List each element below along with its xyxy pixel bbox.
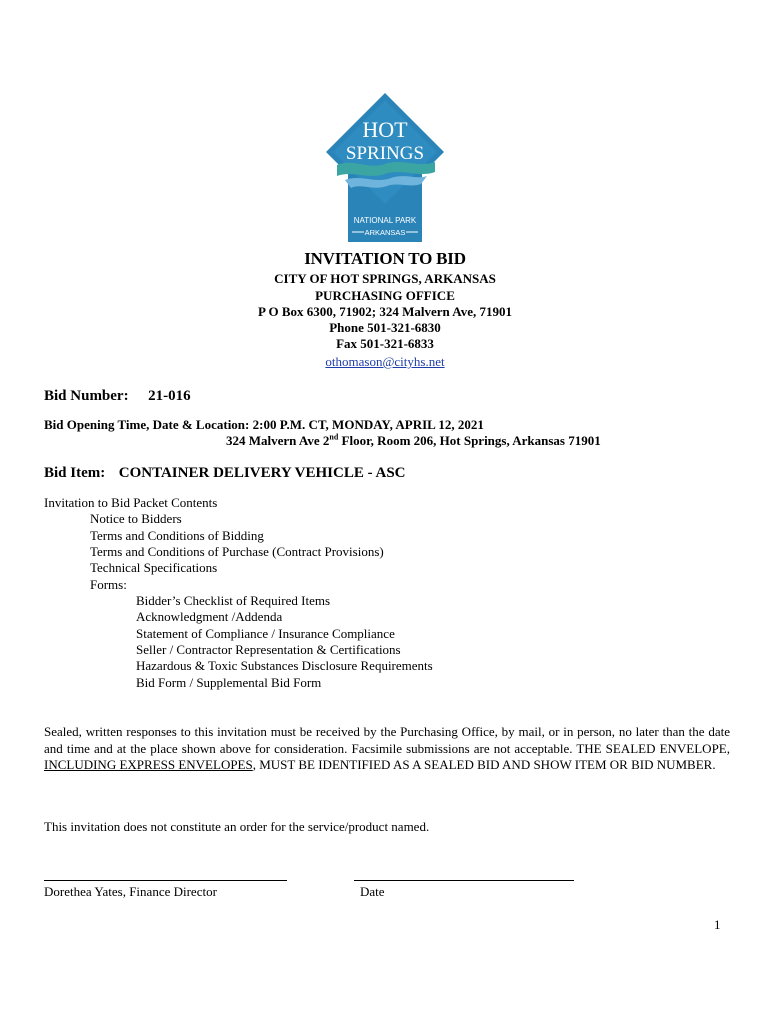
office-name: PURCHASING OFFICE <box>315 288 455 303</box>
packet-item: Technical Specifications <box>90 560 218 575</box>
signature-line <box>44 880 287 881</box>
form-item: Seller / Contractor Representation & Certifications <box>136 642 401 657</box>
bid-number-label: Bid Number: <box>44 388 129 404</box>
packet-item: Terms and Conditions of Purchase (Contract Provisions) <box>90 544 384 559</box>
packet-heading: Invitation to Bid Packet Contents <box>44 495 218 510</box>
logo-text-national-park: NATIONAL PARK <box>353 216 417 225</box>
logo-text-arkansas: ARKANSAS <box>364 228 406 237</box>
disclaimer-text: This invitation does not constitute an order for the service/product named. <box>44 819 430 834</box>
city-name: CITY OF HOT SPRINGS, ARKANSAS <box>274 271 496 286</box>
bid-number-value: 21-016 <box>148 388 191 404</box>
signatory-label: Dorethea Yates, Finance Director <box>44 884 217 899</box>
form-item: Statement of Compliance / Insurance Compliance <box>136 626 395 641</box>
packet-item-forms: Forms: <box>90 577 127 592</box>
form-item: Hazardous & Toxic Substances Disclosure Requirements <box>136 658 433 673</box>
document-title: INVITATION TO BID <box>304 249 466 268</box>
form-item: Acknowledgment /Addenda <box>136 609 283 624</box>
date-label: Date <box>360 884 385 899</box>
bid-item-label: Bid Item: <box>44 465 106 481</box>
packet-item: Notice to Bidders <box>90 511 182 526</box>
mailing-address: P O Box 6300, 71902; 324 Malvern Ave, 71901 <box>258 304 512 319</box>
sealed-response-paragraph: Sealed, written responses to this invitation must be received by the Purchasing Office, by mail, or in person, no later than the date and time and at the place shown above for consideration. Facsimile submissions are not acceptable. THE SEALED ENVELOPE, INCLUDING EXPRESS ENVELOPES, MUST BE IDENTIFIED AS A SEALED BID AND SHOW ITEM OR BID NUMBER. <box>44 724 730 772</box>
logo-text-hot: HOT <box>362 117 408 142</box>
packet-item: Terms and Conditions of Bidding <box>90 528 264 543</box>
bid-item-value: CONTAINER DELIVERY VEHICLE - ASC <box>118 465 406 481</box>
fax-number: Fax 501-321-6833 <box>336 336 434 351</box>
date-line <box>354 880 574 881</box>
page-number: 1 <box>714 917 721 932</box>
logo-text-springs: SPRINGS <box>345 143 425 164</box>
bid-opening-line: Bid Opening Time, Date & Location: 2:00 P.M. CT, MONDAY, APRIL 12, 2021 <box>44 417 484 432</box>
bid-number-row <box>44 388 191 405</box>
bid-item-row <box>44 465 406 482</box>
hot-springs-logo <box>323 92 447 242</box>
phone-number: Phone 501-321-6830 <box>329 320 441 335</box>
express-envelopes-underlined: INCLUDING EXPRESS ENVELOPES <box>44 757 253 772</box>
email-link[interactable]: othomason@cityhs.net <box>325 354 445 369</box>
form-item: Bid Form / Supplemental Bid Form <box>136 675 322 690</box>
form-item: Bidder’s Checklist of Required Items <box>136 593 331 608</box>
bid-opening-location: 324 Malvern Ave 2nd Floor, Room 206, Hot Springs, Arkansas 71901 <box>226 432 601 448</box>
